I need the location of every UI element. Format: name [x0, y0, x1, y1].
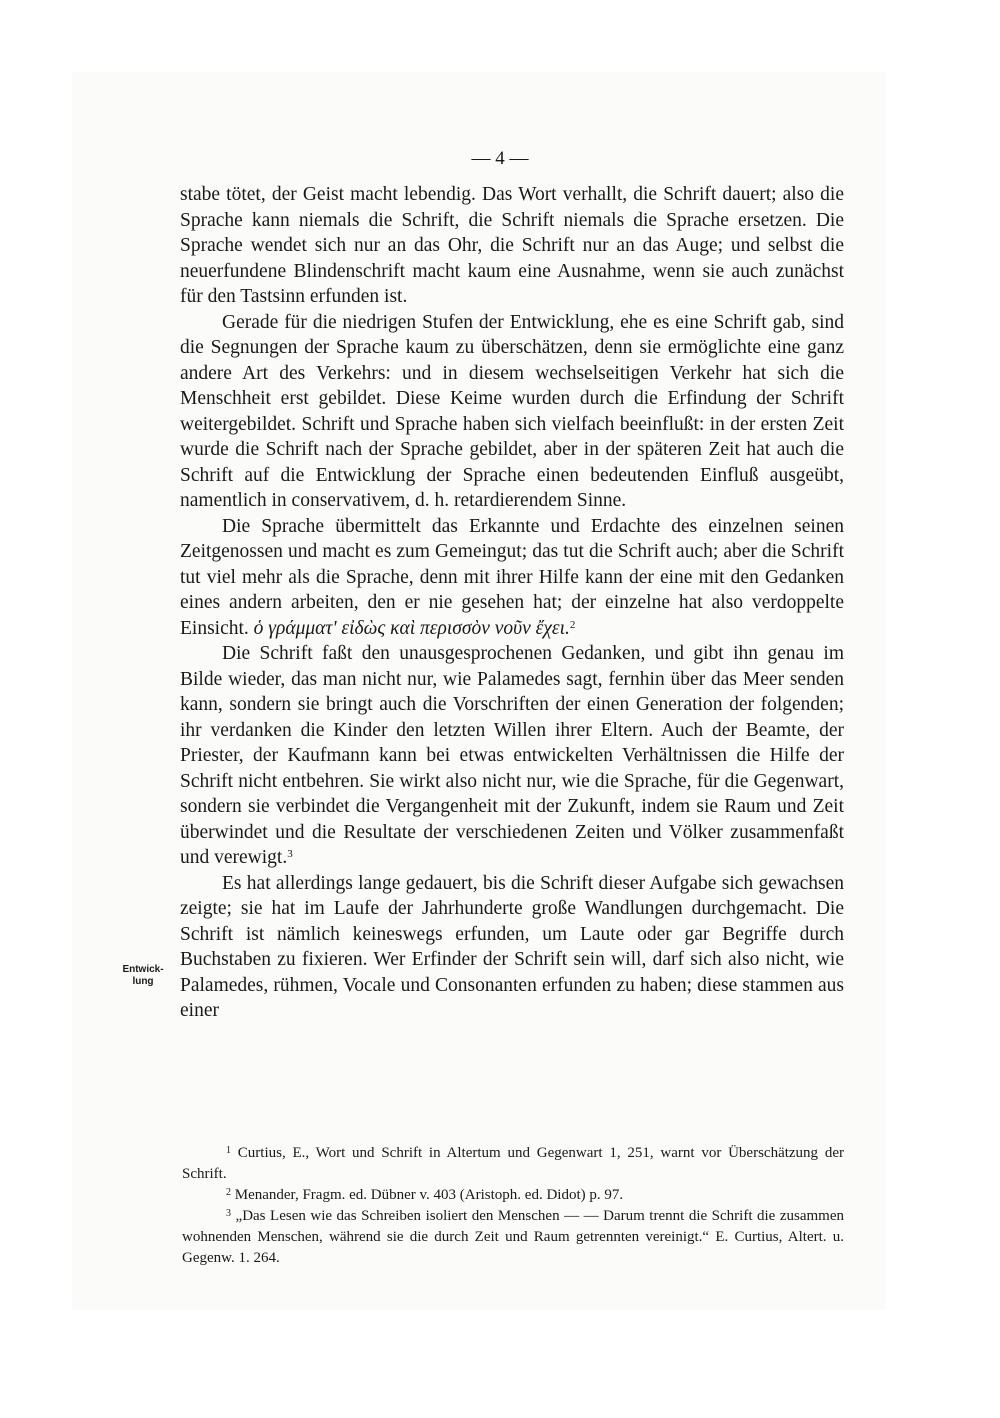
footnote-2-text: Menander, Fragm. ed. Dübner v. 403 (Aristoph. ed. Didot) p. 97. — [234, 1187, 624, 1203]
footnotes — [182, 1143, 844, 1269]
greek-quotation: ὁ γράμματ' εἰδὼς καὶ περισσὸν νοῦν ἔχει. — [253, 617, 570, 639]
paragraph-5 — [180, 871, 844, 1024]
footnote-3-text: „Das Lesen wie das Schreiben isoliert den Menschen — — Darum trennt die Schrift die zusammen wohnenden Menschen, während sie die durch Zeit und Raum getrennten vereinigt.“ E. Curtius, Altert. u. Gegenw. 1. 264. — [182, 1208, 844, 1266]
paragraph-4-text: Die Schrift faßt den unausgesprochenen Gedanken, und gibt ihn genau im Bilde wieder, das man nicht nur, wie Palamedes sagt, fernhin über das Meer senden kann, sondern sie bringt auch die Vorschriften der einen Generation der folgenden; ihr verdanken die Kinder den letzten Willen ihrer Eltern. Auch der Beamte, der Priester, der Kaufmann kann bei etwas entwickelten Verhältnissen die Hilfe der Schrift nicht entbehren. Sie wirkt also nicht nur, wie die Sprache, für die Gegenwart, sondern sie verbindet die Vergangenheit mit der Zukunft, indem sie Raum und Zeit überwindet und die Resultate der verschiedenen Zeiten und Völker zusammenfaßt und verewigt. — [180, 643, 844, 868]
margin-note-text: Entwick- lung — [122, 964, 164, 987]
footnote-2-mark: 2 — [226, 1187, 231, 1198]
page-number: — 4 — — [471, 148, 529, 169]
margin-note — [110, 964, 176, 988]
paragraph-5-text: Es hat allerdings lange gedauert, bis die Schrift dieser Aufgabe sich gewachsen zeigte; sie hat im Laufe der Jahrhunderte große Wandlungen durchgemacht. Die Schrift ist nämlich keineswegs erfunden, um Laute oder gar Begriffe durch Buchstaben zu fixieren. Wer Erfinder der Schrift sein will, darf sich also nicht, wie Palamedes, rühmen, Vocale und Consonanten erfunden zu haben; diese stammen aus einer — [180, 872, 844, 1021]
paragraph-3 — [180, 514, 844, 642]
footnote-2 — [182, 1185, 844, 1206]
footnote-3 — [182, 1206, 844, 1269]
paragraph-1 — [180, 182, 844, 310]
footnote-1-text: Curtius, E., Wort und Schrift in Altertum und Gegenwart 1, 251, warnt vor Überschätzung der Schrift. — [182, 1145, 844, 1182]
paragraph-1-text: stabe tötet, der Geist macht lebendig. Das Wort verhallt, die Schrift dauert; also die Sprache kann niemals die Schrift, die Schrift niemals die Sprache ersetzen. Die Sprache wendet sich nur an das Ohr, die Schrift nur an das Auge; und selbst die neuerfundene Blindenschrift macht kaum eine Ausnahme, wenn sie auch zunächst für den Tastsinn erfunden ist. — [180, 184, 844, 307]
footnote-ref-3: 3 — [287, 848, 293, 860]
paragraph-3-text: Die Sprache übermittelt das Erkannte und Erdachte des einzelnen seinen Zeitgenossen und macht es zum Gemeingut; das tut die Schrift auch; aber die Schrift tut viel mehr als die Sprache, denn mit ihrer Hilfe kann der eine mit den Gedanken eines andern arbeiten, den er nie gesehen hat; der einzelne hat also verdoppelte Einsicht. — [180, 515, 844, 639]
footnote-ref-2: 2 — [569, 618, 576, 631]
paragraph-4 — [180, 641, 844, 871]
footnote-3-mark: 3 — [226, 1208, 231, 1219]
paragraph-2 — [180, 310, 844, 514]
footnote-1-mark: 1 — [226, 1145, 231, 1156]
body-text — [180, 182, 844, 1024]
paragraph-2-text: Gerade für die niedrigen Stufen der Entwicklung, ehe es eine Schrift gab, sind die Segnungen der Sprache kaum zu überschätzen, denn sie ermöglichte eine ganz andere Art des Verkehrs: und in diesem wechselseitigen Verkehr hat sich die Menschheit erst gebildet. Diese Keime wurden durch die Erfindung der Schrift weitergebildet. Schrift und Sprache haben sich vielfach beeinflußt: in der ersten Zeit wurde die Schrift nach der Sprache gebildet, aber in der späteren Zeit hat auch die Schrift auf die Entwicklung der Sprache einen bedeutenden Einfluß ausgeübt, namentlich in conservativem, d. h. retardierendem Sinne. — [180, 311, 844, 511]
footnote-1 — [182, 1143, 844, 1185]
